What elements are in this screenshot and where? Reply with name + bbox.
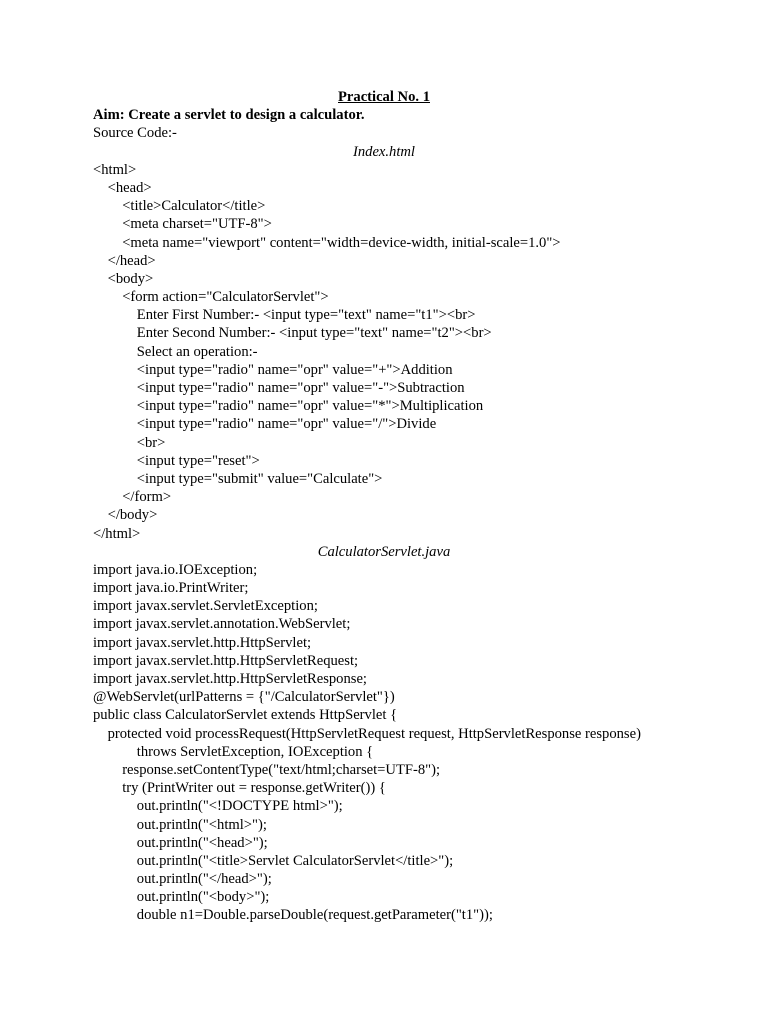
aim-heading: Aim: Create a servlet to design a calculator. <box>93 107 365 124</box>
code-line: </body> <box>93 507 158 524</box>
code-block-index-html <box>0 161 768 543</box>
code-line: <html> <box>93 161 137 178</box>
code-line: <title>Calculator</title> <box>93 198 266 215</box>
code-line: <input type="radio" name="opr" value="*">Multiplication <box>93 398 484 415</box>
code-line: out.println("<title>Servlet CalculatorServlet</title>"); <box>93 852 454 869</box>
code-line: import javax.servlet.ServletException; <box>93 598 318 615</box>
code-line: out.println("<body>"); <box>93 889 270 906</box>
code-line: public class CalculatorServlet extends HttpServlet { <box>93 707 398 724</box>
code-line: Enter Second Number:- <input type="text" name="t2"><br> <box>93 325 492 342</box>
code-line: <input type="reset"> <box>93 452 260 469</box>
code-line: <br> <box>93 434 166 451</box>
file-heading-index-html: Index.html <box>352 143 415 160</box>
code-line: @WebServlet(urlPatterns = {"/CalculatorServlet"}) <box>93 689 395 706</box>
code-line: </form> <box>93 489 172 506</box>
document-page <box>0 88 768 925</box>
code-line: <body> <box>93 270 154 287</box>
code-line: import javax.servlet.http.HttpServletResponse; <box>93 671 367 687</box>
code-line: Select an operation:- <box>93 343 258 360</box>
code-line: <input type="radio" name="opr" value="+">Addition <box>93 361 453 378</box>
code-line: import java.io.PrintWriter; <box>93 580 249 597</box>
code-line: <meta charset="UTF-8"> <box>93 216 272 233</box>
code-line: import javax.servlet.http.HttpServletRequest; <box>93 652 359 669</box>
code-line: out.println("<head>"); <box>93 834 268 851</box>
code-line: response.setContentType("text/html;charset=UTF-8"); <box>93 761 441 778</box>
code-line: <input type="radio" name="opr" value="/">Divide <box>93 416 437 433</box>
code-line: <form action="CalculatorServlet"> <box>93 289 329 306</box>
code-line: <meta name="viewport" content="width=device-width, initial-scale=1.0"> <box>93 234 561 251</box>
code-line: <input type="radio" name="opr" value="-">Subtraction <box>93 380 465 396</box>
code-line: <head> <box>93 179 152 196</box>
code-line: <input type="submit" value="Calculate"> <box>93 470 383 487</box>
code-line: import javax.servlet.annotation.WebServlet; <box>93 616 351 633</box>
page-title: Practical No. 1 <box>338 89 430 105</box>
file-heading-calculator-servlet: CalculatorServlet.java <box>317 543 451 560</box>
code-line: try (PrintWriter out = response.getWriter()) { <box>93 780 386 797</box>
code-line: Enter First Number:- <input type="text" name="t1"><br> <box>93 307 476 324</box>
source-code-label: Source Code:- <box>93 125 177 142</box>
code-line: protected void processRequest(HttpServletRequest request, HttpServletResponse response) <box>93 725 641 742</box>
code-line: out.println("</head>"); <box>93 871 272 888</box>
code-block-calculator-servlet <box>0 561 768 925</box>
code-line: double n1=Double.parseDouble(request.getParameter("t1")); <box>93 907 493 924</box>
code-line: out.println("<html>"); <box>93 816 267 833</box>
code-line: import java.io.IOException; <box>93 561 258 578</box>
code-line: import javax.servlet.http.HttpServlet; <box>93 634 312 651</box>
code-line: </html> <box>93 525 141 542</box>
code-line: </head> <box>93 252 156 269</box>
code-line: throws ServletException, IOException { <box>93 743 374 760</box>
code-line: out.println("<!DOCTYPE html>"); <box>93 798 343 815</box>
